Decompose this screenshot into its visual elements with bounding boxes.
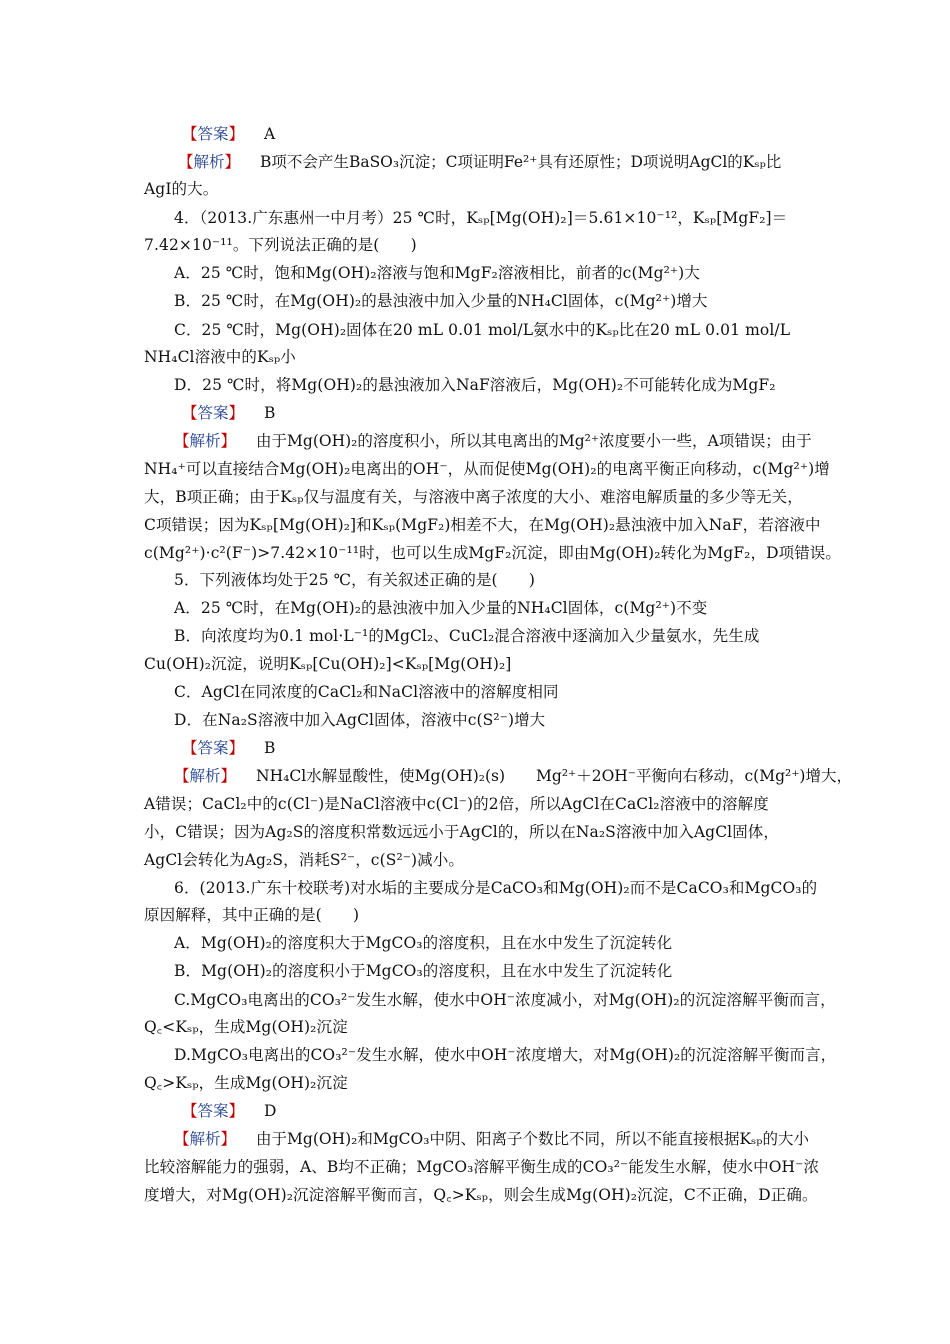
question-stem-q5: 5．下列液体均处于25 ℃，有关叙述正确的是( ) <box>174 571 536 589</box>
answer-tag-q4: 【答案】 B <box>182 404 276 422</box>
option-d-q4: D．25 ℃时，将Mg(OH)₂的悬浊液加入NaF溶液后，Mg(OH)₂不可能转化成为MgF₂ <box>174 376 776 394</box>
question-stem-q4: 4．（2013.广东惠州一中月考）25 ℃时，Kₛₚ[Mg(OH)₂]＝5.61×10⁻¹²，Kₛₚ[MgF₂]＝ <box>174 209 788 227</box>
option-c-q4: C．25 ℃时，Mg(OH)₂固体在20 mL 0.01 mol/L氨水中的Kₛₚ比在20 mL 0.01 mol/L <box>174 321 791 339</box>
option-d-q6-cont: Q꜀>Kₛₚ，生成Mg(OH)₂沉淀 <box>144 1074 348 1092</box>
option-c-q4-cont: NH₄Cl溶液中的Kₛₚ小 <box>144 348 296 366</box>
analysis-text: 由于Mg(OH)₂的溶度积小，所以其电离出的Mg²⁺浓度要小一些，A项错误；由于 <box>256 432 812 450</box>
analysis-line: 小，C错误；因为Ag₂S的溶度积常数远远小于AgCl的，所以在Na₂S溶液中加入AgCl固体， <box>144 823 780 841</box>
answer-tag-q6: 【答案】 D <box>182 1102 277 1120</box>
option-b-q6: B．Mg(OH)₂的溶度积小于MgCO₃的溶度积，且在水中发生了沉淀转化 <box>174 962 673 980</box>
analysis-tag-q3: 【解析】 B项不会产生BaSO₃沉淀；C项证明Fe²⁺具有还原性；D项说明AgCl的Kₛₚ比 <box>178 153 782 171</box>
option-b-q5: B．向浓度均为0.1 mol·L⁻¹的MgCl₂、CuCl₂混合溶液中逐滴加入少量氨水，先生成 <box>174 627 760 645</box>
analysis-line: c(Mg²⁺)·c²(F⁻)>7.42×10⁻¹¹时，也可以生成MgF₂沉淀，即由Mg(OH)₂转化为MgF₂，D项错误。 <box>144 544 842 562</box>
answer-value: D <box>264 1102 277 1120</box>
answer-value: B <box>264 404 276 422</box>
analysis-line: AgI的大。 <box>144 180 219 198</box>
analysis-tag-q5: 【解析】 NH₄Cl水解显酸性，使Mg(OH)₂(s) Mg²⁺＋2OH⁻平衡向右移动，c(Mg²⁺)增大， <box>174 767 852 785</box>
analysis-line: A错误；CaCl₂中的c(Cl⁻)是NaCl溶液中c(Cl⁻)的2倍，所以AgCl在CaCl₂溶液中的溶解度 <box>144 795 769 813</box>
option-a-q4: A．25 ℃时，饱和Mg(OH)₂溶液与饱和MgF₂溶液相比，前者的c(Mg²⁺)大 <box>174 264 700 282</box>
option-d-q6: D.MgCO₃电离出的CO₃²⁻发生水解，使水中OH⁻浓度增大，对Mg(OH)₂的沉淀溶解平衡而言， <box>174 1046 837 1064</box>
analysis-line: 比较溶解能力的强弱，A、B均不正确；MgCO₃溶解平衡生成的CO₃²⁻能发生水解，使水中OH⁻浓 <box>144 1158 820 1176</box>
question-stem-q6: 6．(2013.广东十校联考)对水垢的主要成分是CaCO₃和Mg(OH)₂而不是CaCO₃和MgCO₃的 <box>174 879 818 897</box>
question-stem-q6-cont: 原因解释，其中正确的是( ) <box>144 906 360 924</box>
option-a-q5: A．25 ℃时，在Mg(OH)₂的悬浊液中加入少量的NH₄Cl固体，c(Mg²⁺)不变 <box>174 599 708 617</box>
option-c-q6-cont: Q꜀<Kₛₚ，生成Mg(OH)₂沉淀 <box>144 1018 348 1036</box>
answer-value: A <box>264 125 276 143</box>
analysis-text: B项不会产生BaSO₃沉淀；C项证明Fe²⁺具有还原性；D项说明AgCl的Kₛₚ比 <box>260 153 782 171</box>
analysis-line: AgCl会转化为Ag₂S，消耗S²⁻，c(S²⁻)减小。 <box>144 851 464 869</box>
analysis-text: 由于Mg(OH)₂和MgCO₃中阴、阳离子个数比不同，所以不能直接根据Kₛₚ的大小 <box>256 1130 809 1148</box>
analysis-line: 度增大，对Mg(OH)₂沉淀溶解平衡而言，Q꜀>Kₛₚ，则会生成Mg(OH)₂沉淀，C不正确，D正确。 <box>144 1186 818 1204</box>
answer-value: B <box>264 739 276 757</box>
option-c-q5: C．AgCl在同浓度的CaCl₂和NaCl溶液中的溶解度相同 <box>174 683 559 701</box>
analysis-line: C项错误；因为Kₛₚ[Mg(OH)₂]和Kₛₚ(MgF₂)相差不大，在Mg(OH)₂悬浊液中加入NaF，若溶液中 <box>144 516 821 534</box>
answer-tag-q3: 【答案】 A <box>182 125 276 143</box>
option-b-q4: B．25 ℃时，在Mg(OH)₂的悬浊液中加入少量的NH₄Cl固体，c(Mg²⁺)增大 <box>174 292 708 310</box>
analysis-line: NH₄⁺可以直接结合Mg(OH)₂电离出的OH⁻，从而促使Mg(OH)₂的电离平衡正向移动，c(Mg²⁺)增 <box>144 460 830 478</box>
option-b-q5-cont: Cu(OH)₂沉淀，说明Kₛₚ[Cu(OH)₂]<Kₛₚ[Mg(OH)₂] <box>144 655 512 673</box>
answer-tag-q5: 【答案】 B <box>182 739 276 757</box>
option-a-q6: A．Mg(OH)₂的溶度积大于MgCO₃的溶度积，且在水中发生了沉淀转化 <box>174 934 673 952</box>
option-d-q5: D．在Na₂S溶液中加入AgCl固体，溶液中c(S²⁻)增大 <box>174 711 546 729</box>
analysis-line: 大，B项正确；由于Kₛₚ仅与温度有关，与溶液中离子浓度的大小、难溶电解质量的多少等无关， <box>144 488 803 506</box>
analysis-tag-q6: 【解析】 由于Mg(OH)₂和MgCO₃中阴、阳离子个数比不同，所以不能直接根据Kₛₚ的大小 <box>174 1130 809 1148</box>
question-stem-q4-cont: 7.42×10⁻¹¹。下列说法正确的是( ) <box>144 236 417 254</box>
analysis-text: NH₄Cl水解显酸性，使Mg(OH)₂(s) Mg²⁺＋2OH⁻平衡向右移动，c(Mg²⁺)增大， <box>256 767 852 785</box>
analysis-tag-q4: 【解析】 由于Mg(OH)₂的溶度积小，所以其电离出的Mg²⁺浓度要小一些，A项错误；由于 <box>174 432 812 450</box>
option-c-q6: C.MgCO₃电离出的CO₃²⁻发生水解，使水中OH⁻浓度减小，对Mg(OH)₂的沉淀溶解平衡而言， <box>174 991 836 1009</box>
